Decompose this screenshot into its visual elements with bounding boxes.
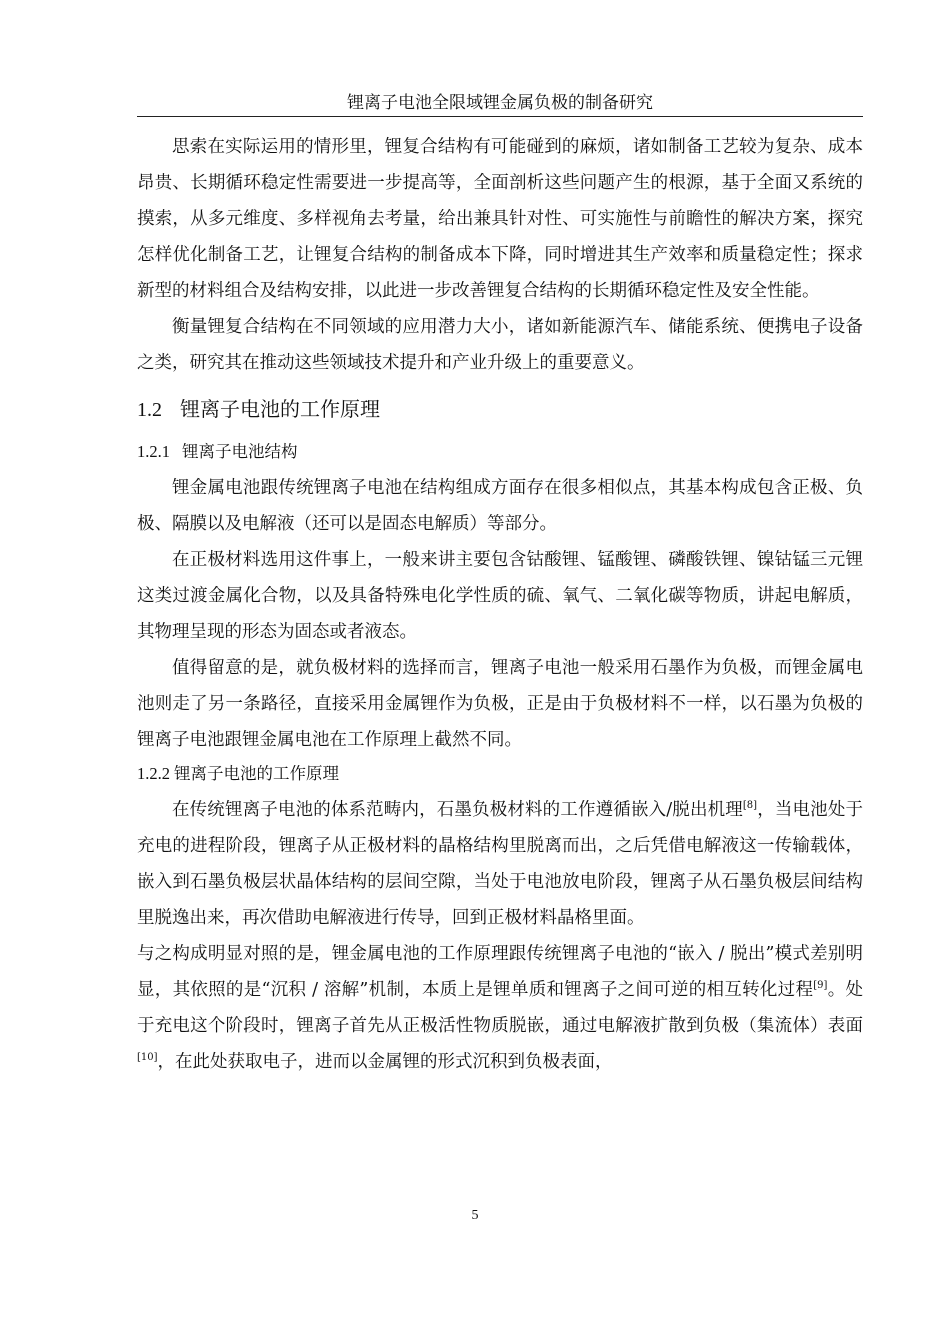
paragraph-7-text-b: 。处于充电这个阶段时，锂离子首先从正极活性物质脱嵌，通过电解液扩散到负极（集流体）表面 <box>137 980 864 1036</box>
paragraph-6-text-a: 在传统锂离子电池的体系范畴内，石墨负极材料的工作遵循嵌入/脱出机理 <box>172 800 743 820</box>
subsection-heading-1-2-2 <box>137 762 863 786</box>
subsection-title: 锂离子电池结构 <box>182 442 298 461</box>
paragraph-7-text-c: ，在此处获取电子，进而以金属锂的形式沉积到负极表面， <box>157 1052 613 1072</box>
citation-ref: [9] <box>813 980 828 991</box>
subsection-number: 1.2.2 <box>137 764 170 783</box>
running-header-title: 锂离子电池全限域锂金属负极的制备研究 <box>347 93 653 113</box>
paragraph-5: 值得留意的是，就负极材料的选择而言，锂离子电池一般采用石墨作为负极，而锂金属电池则走了另一条路径，直接采用金属锂作为负极，正是由于负极材料不一样，以石墨为负极的锂离子电池跟锂金属电池在工作原理上截然不同。 <box>137 658 863 750</box>
paragraph-1: 思索在实际运用的情形里，锂复合结构有可能碰到的麻烦，诸如制备工艺较为复杂、成本昂贵、长期循环稳定性需要进一步提高等，全面剖析这些问题产生的根源，基于全面又系统的摸索，从多元维度、多样视角去考量，给出兼具针对性、可实施性与前瞻性的解决方案，探究怎样优化制备工艺，让锂复合结构的制备成本下降，同时增进其生产效率和质量稳定性；探求新型的材料组合及结构安排，以此进一步改善锂复合结构的长期循环稳定性及安全性能。 <box>137 137 863 301</box>
paragraph-6 <box>137 792 863 936</box>
subsection-number: 1.2.1 <box>137 442 170 461</box>
page-number: 5 <box>471 1208 479 1223</box>
paragraph-2: 衡量锂复合结构在不同领域的应用潜力大小，诸如新能源汽车、储能系统、便携电子设备之类，研究其在推动这些领域技术提升和产业升级上的重要意义。 <box>137 317 863 373</box>
paragraph-7-text-a: 与之构成明显对照的是，锂金属电池的工作原理跟传统锂离子电池的“嵌入 / 脱出”模式差别明显，其依照的是“沉积 / 溶解”机制，本质上是锂单质和锂离子之间可逆的相互转化过程 <box>137 944 863 1000</box>
subsection-heading-1-2-1 <box>137 440 863 464</box>
subsection-title: 锂离子电池的工作原理 <box>174 764 339 783</box>
section-heading-1-2 <box>137 396 863 423</box>
citation-ref: [8] <box>742 800 758 811</box>
section-number: 1.2 <box>137 399 162 421</box>
header-rule <box>137 116 863 117</box>
body-text <box>137 129 863 1080</box>
section-title: 锂离子电池的工作原理 <box>180 397 380 421</box>
paragraph-3: 锂金属电池跟传统锂离子电池在结构组成方面存在很多相似点，其基本构成包含正极、负极、隔膜以及电解液（还可以是固态电解质）等部分。 <box>137 478 863 534</box>
paragraph-4: 在正极材料选用这件事上，一般来讲主要包含钴酸锂、锰酸锂、磷酸铁锂、镍钴锰三元锂这类过渡金属化合物，以及具备特殊电化学性质的硫、氧气、二氧化碳等物质，讲起电解质，其物理呈现的形态为固态或者液态。 <box>137 550 863 642</box>
citation-ref: [10] <box>137 1052 158 1063</box>
paragraph-6-text-b: ，当电池处于充电的进程阶段，锂离子从正极材料的晶格结构里脱离而出，之后凭借电解液这一传输载体，嵌入到石墨负极层状晶体结构的层间空隙，当处于电池放电阶段，锂离子从石墨负极层间结构里脱逸出来，再次借助电解液进行传导，回到正极材料晶格里面。 <box>137 800 863 928</box>
paragraph-7 <box>137 936 863 1080</box>
